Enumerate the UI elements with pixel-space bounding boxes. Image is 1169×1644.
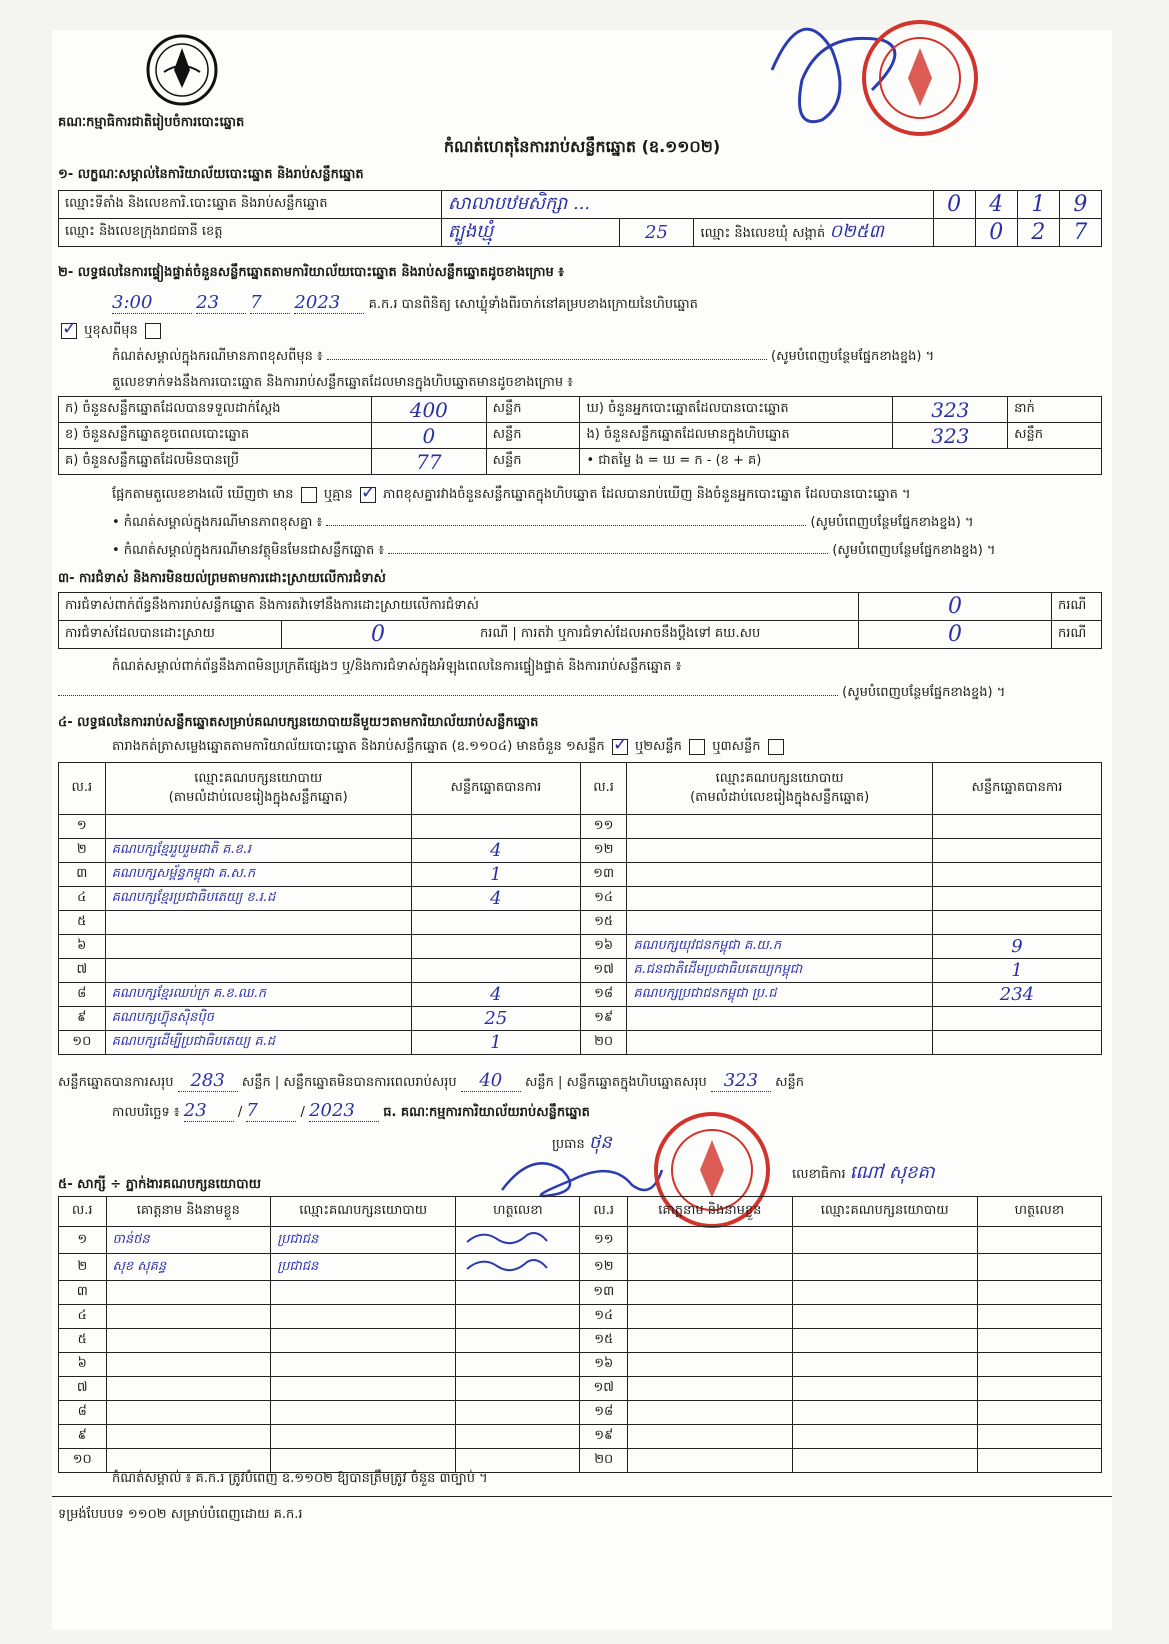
party-name: គណបក្សដើម្បីប្រជាធិបតេយ្យ គ.ដ [105, 1031, 411, 1055]
location-label: ឈ្មោះទីតាំង និងលេខការិ.បោះឆ្នោត និងរាប់សន្លឹកឆ្នោត [59, 191, 442, 219]
count-day: 23 [196, 292, 246, 314]
section4-heading: ៤- លទ្ធផលនៃការរាប់សន្លឹកឆ្នោតសម្រាប់គណបក្សនយោបាយនីមួយៗតាមការិយាល័យរាប់សន្លឹកឆ្នោត [58, 715, 539, 730]
sheet-1-checkbox[interactable] [612, 739, 628, 755]
party-name [627, 1031, 932, 1055]
diff-tail: ភាពខុសគ្នារវាងចំនួនសន្លឹកឆ្នោតក្នុងហិបឆ្នោត ដែលបានរាប់ឃើញ និងចំនួនអ្នកបោះឆ្នោត ដែលបានបោះឆ្នោត ។ [383, 487, 911, 502]
witness-signature [456, 1377, 580, 1401]
table-row [59, 1254, 1102, 1281]
unit-label: សន្លឹក [1008, 423, 1102, 449]
witness-signature [456, 1281, 580, 1305]
appeal-count: 0 [859, 621, 1052, 649]
col-party [627, 763, 932, 815]
witness-party [792, 1254, 977, 1281]
ballot-count-table [58, 396, 1102, 475]
witness-signature [456, 1401, 580, 1425]
witness-party [792, 1353, 977, 1377]
party-votes [411, 911, 580, 935]
table-intro: តួលេខទាក់ទងនឹងការបោះឆ្នោត និងការរាប់សន្លឹកឆ្នោតដែលមានក្នុងហិបឆ្នោតមានដូចខាងក្រោម ៖ [112, 375, 573, 390]
sheet-3-label: ឬ៣សន្លឹក [712, 739, 761, 754]
fill-back-label: (សូមបំពេញបន្ថែមផ្នែកខាងខ្នង) ។ [810, 515, 974, 530]
bullet-label: • កំណត់សម្គាល់ក្នុងករណីមានភាពខុសគ្នា ៖ [112, 515, 323, 530]
totals-line: សន្លឹកឆ្នោតបានការសរុប 283 សន្លឹក | សន្លឹកឆ្នោតមិនបានការពេលរាប់សរុប 40 សន្លឹក | សន្លឹកឆ្នោតក្នុងហិបឆ្នោតសរុប 323 សន្លឹក [58, 1070, 804, 1091]
objection-table [58, 592, 1102, 649]
table-row [59, 911, 1102, 935]
resolved-count: 0 [282, 621, 475, 649]
committee-sign-label: ធ. គណៈកម្មការការិយាល័យរាប់សន្លឹកឆ្នោត [383, 1105, 590, 1120]
cases-label: ករណី [1052, 593, 1102, 621]
col-party-sub: (តាមលំដាប់លេខរៀងក្នុងសន្លឹកឆ្នោត) [168, 789, 348, 805]
cell-label: គ) ចំនួនសន្លឹកឆ្នោតដែលមិនបានប្រើ [59, 449, 372, 475]
witness-name [627, 1449, 792, 1473]
table-row [59, 959, 1102, 983]
witness-party [271, 1281, 456, 1305]
party-votes: 1 [411, 1031, 580, 1055]
section3-heading: ៣- ការជំទាស់ និងការមិនយល់ព្រមតាមការដោះស្រាយលើការជំទាស់ [58, 571, 386, 586]
row-number: ១៦ [580, 1353, 628, 1377]
col-party: ឈ្មោះគណបក្សនយោបាយ [271, 1197, 456, 1227]
diff-text: ផ្អែកតាមតួលេខខាងលើ ឃើញថា មាន [112, 487, 294, 502]
sheet-3-checkbox[interactable] [768, 739, 784, 755]
witness-signature [977, 1449, 1101, 1473]
unit-label: សន្លឹក [775, 1075, 804, 1090]
party-name [627, 815, 932, 839]
count-year: 2023 [294, 292, 364, 314]
witness-signature [456, 1227, 580, 1254]
nec-logo-icon [142, 30, 222, 110]
unchanged-label: ឬខុសពីមុន [84, 323, 138, 338]
party-votes: 1 [932, 959, 1101, 983]
witness-name [627, 1425, 792, 1449]
party-name: គណបក្សខ្មែររួបរួមជាតិ គ.ខ.រ [105, 839, 411, 863]
sheet-2-label: ឬ២សន្លឹក [634, 739, 682, 754]
party-results-table [58, 762, 1102, 1055]
party-name: គណបក្សហ៊្វុនស៊ិនប៉ិច [105, 1007, 411, 1031]
party-votes: 234 [932, 983, 1101, 1007]
row-number: ៣ [59, 1281, 107, 1305]
count-month: 7 [250, 292, 290, 314]
party-votes [932, 887, 1101, 911]
party-votes [932, 1007, 1101, 1031]
unit-label: សន្លឹក [524, 1075, 554, 1090]
table-row [59, 1377, 1102, 1401]
table-row [59, 887, 1102, 911]
table-row [59, 1305, 1102, 1329]
section1-heading: ១- លក្ខណៈសម្គាល់នៃការិយាល័យបោះឆ្នោត និងរាប់សន្លឹកឆ្នោត [58, 167, 364, 182]
party-name [627, 839, 932, 863]
witness-signature [456, 1449, 580, 1473]
secretary-label: លេខាធិការ [792, 1167, 846, 1182]
col-number: ល.រ [59, 763, 106, 815]
check-text: គ.ក.រ បានពិនិត្យ សោឃ្លុំទាំងពីរចាក់នៅគម្របខាងក្រោយនៃហិបឆ្នោត [368, 297, 698, 312]
party-name [105, 959, 411, 983]
row-number: ១៨ [580, 1401, 628, 1425]
witness-name [106, 1425, 271, 1449]
row-number: ២០ [580, 1031, 627, 1055]
party-name: គណបក្សសម្ព័ន្ធកម្ពុជា គ.ស.ក [105, 863, 411, 887]
table-row [59, 397, 1102, 423]
total-box: 323 [711, 1070, 771, 1092]
unit-label: សន្លឹក [486, 423, 580, 449]
party-name [627, 911, 932, 935]
unit-label: សន្លឹក [486, 449, 580, 475]
province-value: ត្បូងឃ្មុំ [441, 219, 619, 247]
party-name [105, 935, 411, 959]
chair-label: ប្រធាន [552, 1137, 585, 1152]
total-box-label: សន្លឹកឆ្នោតក្នុងហិបឆ្នោតសរុប [566, 1075, 707, 1090]
witness-name: ចាន់ថន [106, 1227, 271, 1254]
table-row [59, 593, 1102, 621]
fill-back-label: (សូមបំពេញបន្ថែមផ្នែកខាងខ្នង) ។ [832, 543, 996, 558]
cell-label: ខ) ចំនួនសន្លឹកឆ្នោតខូចពេលបោះឆ្នោត [59, 423, 372, 449]
location-digit: 1 [1017, 191, 1059, 219]
party-votes: 4 [411, 887, 580, 911]
table-row [59, 935, 1102, 959]
form-id: ទម្រង់បែបបទ ១១០២ សម្រាប់បំពេញដោយ គ.ក.រ [58, 1507, 303, 1522]
row-number: ១ [59, 815, 106, 839]
row-number: ១៩ [580, 1007, 627, 1031]
irregularity-note: កំណត់សម្គាល់ពាក់ព័ន្ធនឹងភាពមិនប្រក្រតីផ្សេងៗ ឬ/និងការជំទាស់ក្នុងអំឡុងពេលនៃការផ្ទៀងផ្ទាត់ និងការរាប់សន្លឹកឆ្នោត ៖ [112, 659, 682, 674]
witness-table [58, 1196, 1102, 1473]
party-votes [932, 1031, 1101, 1055]
row-number: ៦ [59, 1353, 107, 1377]
row-number: ២ [59, 839, 106, 863]
witness-party [792, 1281, 977, 1305]
ballots-in-box: 323 [893, 423, 1008, 449]
witness-name [627, 1377, 792, 1401]
location-value: សាលាបឋមសិក្សា ... [441, 191, 933, 219]
difference-note-suffix: (សូមបំពេញបន្ថែមផ្នែកខាងខ្នង) ។ [771, 349, 935, 364]
witness-signature [977, 1227, 1101, 1254]
row-number: ៣ [59, 863, 106, 887]
table-row [59, 1353, 1102, 1377]
witness-signature [977, 1254, 1101, 1281]
ballots-received: 400 [372, 397, 487, 423]
commune-digit: 7 [1059, 219, 1101, 247]
cases-label: ករណី [1052, 621, 1102, 649]
row-number: ៤ [59, 1305, 107, 1329]
commune-value: ០២៥៣ [829, 221, 884, 242]
row-number: ១២ [580, 839, 627, 863]
row-number: ៨ [59, 983, 106, 1007]
row-number: ៧ [59, 1377, 107, 1401]
cell-label: ក) ចំនួនសន្លឹកឆ្នោតដែលបានទទួលដាក់ស្តែង [59, 397, 372, 423]
witness-party [792, 1377, 977, 1401]
witness-name [106, 1449, 271, 1473]
col-name: គោត្តនាម និងនាមខ្លួន [627, 1197, 792, 1227]
difference-line [112, 486, 1112, 505]
count-time: 3:00 [112, 292, 192, 314]
witness-party [792, 1305, 977, 1329]
section5-heading: ៥- សាក្សី ÷ ភ្នាក់ងារគណបក្សនយោបាយ [58, 1177, 261, 1192]
witness-party [271, 1377, 456, 1401]
table-row [59, 815, 1102, 839]
witness-name [627, 1254, 792, 1281]
table-row [59, 1007, 1102, 1031]
party-name [105, 911, 411, 935]
bullet-line-2 [112, 542, 1112, 561]
row-number: ១៥ [580, 911, 627, 935]
witness-party [792, 1425, 977, 1449]
row-number: ៩ [59, 1425, 107, 1449]
table-row [59, 1401, 1102, 1425]
row-number: ១៥ [580, 1329, 628, 1353]
location-digit: 0 [933, 191, 975, 219]
witness-name [627, 1281, 792, 1305]
party-votes: 1 [411, 863, 580, 887]
witness-party [792, 1401, 977, 1425]
party-name [627, 887, 932, 911]
table-row: ការជំទាស់ដែលបានដោះស្រាយ 0 ករណី | ការតវ៉ា ឬការជំទាស់ដែលអាចនឹងប្តឹងទៅ គឃ.សប 0 ករណី [59, 621, 1102, 649]
col-number: ល.រ [59, 1197, 107, 1227]
row-number: ១៣ [580, 863, 627, 887]
objection-count: 0 [859, 593, 1052, 621]
col-votes: សន្លឹកឆ្នោតបានការ [932, 763, 1101, 815]
ballots-spoiled: 0 [372, 423, 487, 449]
witness-name [106, 1377, 271, 1401]
row-number: ១៧ [580, 959, 627, 983]
ballots-unused: 77 [372, 449, 487, 475]
voters-count: 323 [893, 397, 1008, 423]
diff-no-checkbox[interactable] [360, 487, 376, 503]
witness-name [106, 1305, 271, 1329]
table-row [59, 1329, 1102, 1353]
diff-yes-checkbox[interactable] [301, 487, 317, 503]
difference-note-label: កំណត់សម្គាល់ក្នុងករណីមានភាពខុសពីមុន ៖ [112, 349, 323, 364]
row-number: ១៩ [580, 1425, 628, 1449]
tally-sheet-text: តារាងកត់ត្រាសម្លេងឆ្នោតតាមការិយាល័យបោះឆ្នោត និងរាប់សន្លឹកឆ្នោត (ឧ.១១០៤) មានចំនួន ១សន្លឹក [112, 739, 605, 754]
party-name: គណបក្សខ្មែរប្រជាធិបតេយ្យ ខ.រ.ដ [105, 887, 411, 911]
party-votes [932, 815, 1101, 839]
witness-party [792, 1227, 977, 1254]
party-name: គណបក្សខ្មែរឈប់ក្រ គ.ខ.ឈ.ក [105, 983, 411, 1007]
bullet-line-1 [112, 514, 1112, 533]
witness-signature [977, 1353, 1101, 1377]
table-row [59, 1227, 1102, 1254]
table-row [59, 1449, 1102, 1473]
province-code: 25 [619, 219, 694, 247]
row-number: ១០ [59, 1449, 107, 1473]
party-votes: 25 [411, 1007, 580, 1031]
province-label: ឈ្មោះ និងលេខក្រុងរាជធានី ខេត្ត [59, 219, 442, 247]
committee-name: គណៈកម្មាធិការជាតិរៀបចំការបោះឆ្នោត [58, 115, 245, 130]
witness-party [271, 1305, 456, 1329]
party-votes: 4 [411, 983, 580, 1007]
row-number: ៥ [59, 911, 106, 935]
witness-party [271, 1401, 456, 1425]
election-form [52, 30, 1112, 1630]
row-number: ១៤ [580, 887, 627, 911]
location-digit: 9 [1059, 191, 1101, 219]
witness-party: ប្រជាជន [271, 1254, 456, 1281]
row-number: ១២ [580, 1254, 628, 1281]
formula-label: • ជាតម្លៃ ង = ឃ = ក - (ខ + គ) [580, 449, 1102, 475]
table-row [59, 839, 1102, 863]
witness-party [271, 1425, 456, 1449]
col-number: ល.រ [580, 763, 627, 815]
col-party: ឈ្មោះគណបក្សនយោបាយ [792, 1197, 977, 1227]
unit-label: សន្លឹក [486, 397, 580, 423]
official-seal-top [860, 18, 980, 138]
witness-name [627, 1353, 792, 1377]
party-votes [932, 911, 1101, 935]
witness-signature [456, 1305, 580, 1329]
witness-party [271, 1449, 456, 1473]
cell-label: ឃ) ចំនួនអ្នកបោះឆ្នោតដែលបានបោះឆ្នោត [580, 397, 893, 423]
appeal-label: ការតវ៉ា ឬការជំទាស់ដែលអាចនឹងប្តឹងទៅ គឃ.សប [520, 626, 761, 641]
witness-party [792, 1449, 977, 1473]
chair-value: ថុន [588, 1132, 612, 1153]
commune-label: ឈ្មោះ និងលេខឃុំ សង្កាត់ [700, 226, 826, 241]
witness-signature [977, 1329, 1101, 1353]
sign-year: 2023 [309, 1100, 379, 1122]
count-time-line [112, 292, 1112, 315]
location-digit: 4 [975, 191, 1017, 219]
total-invalid-label: សន្លឹកឆ្នោតមិនបានការពេលរាប់សរុប [283, 1075, 457, 1090]
row-number: ៤ [59, 887, 106, 911]
date-label: កាលបរិច្ឆេទ ៖ [112, 1105, 180, 1120]
page-title: កំណត់ហេតុនៃការរាប់សន្លឹកឆ្នោត (ឧ.១១០២) [443, 137, 721, 156]
footer-note: កំណត់សម្គាល់ ៖ គ.ក.រ ត្រូវបំពេញ ឧ.១១០២ ឱ្យបានត្រឹមត្រូវ ចំនួន ៣ច្បាប់ ។ [112, 1471, 488, 1486]
total-valid: 283 [178, 1070, 238, 1092]
col-party-title: ឈ្មោះគណបក្សនយោបាយ [194, 770, 323, 786]
row-number: ១ [59, 1227, 107, 1254]
row-number: ៨ [59, 1401, 107, 1425]
row-number: ១១ [580, 815, 627, 839]
witness-name [106, 1353, 271, 1377]
commune-digit: 0 [975, 219, 1017, 247]
fill-back-label: (សូមបំពេញបន្ថែមផ្នែកខាងខ្នង) ។ [842, 685, 1006, 700]
witness-signature [456, 1329, 580, 1353]
row-number: ៥ [59, 1329, 107, 1353]
party-name: គ.ជនជាតិដើមប្រជាធិបតេយ្យកម្ពុជា [627, 959, 932, 983]
party-name: គណបក្សប្រជាជនកម្ពុជា ប្រ.ជ [627, 983, 932, 1007]
irregularity-fill [58, 684, 1112, 703]
secretary-value: ណៅ សុខគា [849, 1162, 935, 1183]
witness-name [106, 1401, 271, 1425]
cases-label: ករណី [480, 626, 509, 641]
witness-name [627, 1227, 792, 1254]
table-row [59, 1281, 1102, 1305]
sheet-2-checkbox[interactable] [689, 739, 705, 755]
party-name [627, 1007, 932, 1031]
table-row [59, 423, 1102, 449]
witness-signature [456, 1353, 580, 1377]
cell-label: ង) ចំនួនសន្លឹកឆ្នោតដែលមានក្នុងហិបឆ្នោត [580, 423, 893, 449]
party-votes [411, 959, 580, 983]
row-number: ៦ [59, 935, 106, 959]
row-number: ១១ [580, 1227, 628, 1254]
row-number: ៧ [59, 959, 106, 983]
row-number: ១៤ [580, 1305, 628, 1329]
row-number: ១៨ [580, 983, 627, 1007]
witness-signature [977, 1377, 1101, 1401]
total-valid-label: សន្លឹកឆ្នោតបានការសរុប [58, 1075, 174, 1090]
sign-date-line: កាលបរិច្ឆេទ ៖ 23 / 7 / 2023 ធ. គណៈកម្មការការិយាល័យរាប់សន្លឹកឆ្នោត [112, 1100, 590, 1121]
difference-note-line [112, 348, 1112, 367]
party-name [105, 815, 411, 839]
col-party [105, 763, 411, 815]
sign-month: 7 [246, 1100, 296, 1122]
row-number: ២០ [580, 1449, 628, 1473]
col-votes: សន្លឹកឆ្នោតបានការ [411, 763, 580, 815]
witness-party [792, 1329, 977, 1353]
row-number: ១៧ [580, 1377, 628, 1401]
witness-signature [456, 1425, 580, 1449]
row-number: ១៦ [580, 935, 627, 959]
party-votes: 4 [411, 839, 580, 863]
witness-signature-mark [462, 1227, 552, 1249]
witness-signature-mark [462, 1254, 552, 1276]
diff-none-label: ឬគ្មាន [323, 487, 353, 502]
witness-party [271, 1329, 456, 1353]
unit-label: សន្លឹក [241, 1075, 271, 1090]
row-number: ២ [59, 1254, 107, 1281]
witness-name [106, 1329, 271, 1353]
table-row [59, 983, 1102, 1007]
row-number: ៩ [59, 1007, 106, 1031]
unit-label: នាក់ [1008, 397, 1102, 423]
row-number: ១៣ [580, 1281, 628, 1305]
witness-signature [456, 1254, 580, 1281]
witness-signature [977, 1281, 1101, 1305]
witness-name [627, 1401, 792, 1425]
table-row [59, 863, 1102, 887]
party-name: គណបក្សយុវជនកម្ពុជា គ.យ.ក [627, 935, 932, 959]
commune-digit: 2 [1017, 219, 1059, 247]
seal-changed-checkbox[interactable] [145, 323, 161, 339]
sign-day: 23 [184, 1100, 234, 1122]
party-votes [411, 935, 580, 959]
witness-signature [977, 1401, 1101, 1425]
seal-unchanged-line [58, 322, 1112, 341]
table-row [59, 1031, 1102, 1055]
objection-label: ការជំទាស់ពាក់ព័ន្ធនឹងការរាប់សន្លឹកឆ្នោត និងការតវ៉ាទៅនឹងការដោះស្រាយលើការជំទាស់ [59, 593, 859, 621]
witness-name [627, 1329, 792, 1353]
resolved-label: ការជំទាស់ដែលបានដោះស្រាយ [59, 621, 282, 649]
witness-signature [977, 1425, 1101, 1449]
tally-sheet-line [112, 738, 1112, 757]
bullet-label: • កំណត់សម្គាល់ក្នុងករណីមានវត្ថុមិនមែនជាសន្លឹកឆ្នោត ៖ [112, 543, 385, 558]
row-number: ១០ [59, 1031, 106, 1055]
party-votes: 9 [932, 935, 1101, 959]
party-name [627, 863, 932, 887]
col-signature: ហត្ថលេខា [977, 1197, 1101, 1227]
table-row [59, 1425, 1102, 1449]
witness-signature [977, 1305, 1101, 1329]
location-table [58, 190, 1102, 247]
party-votes [932, 863, 1101, 887]
col-signature: ហត្ថលេខា [456, 1197, 580, 1227]
section2-heading: ២- លទ្ធផលនៃការផ្ទៀងផ្ទាត់ចំនួនសន្លឹកឆ្នោតតាមការិយាល័យបោះឆ្នោត និងរាប់សន្លឹកឆ្នោតដូចខាងក្រោម ៖ [58, 265, 564, 280]
witness-party [271, 1353, 456, 1377]
party-votes [411, 815, 580, 839]
col-party-sub: (តាមលំដាប់លេខរៀងក្នុងសន្លឹកឆ្នោត) [690, 789, 870, 805]
col-party-title: ឈ្មោះគណបក្សនយោបាយ [715, 770, 844, 786]
party-votes [932, 839, 1101, 863]
witness-name [627, 1305, 792, 1329]
witness-party: ប្រជាជន [271, 1227, 456, 1254]
witness-name: សុខ សុគន្ធ [106, 1254, 271, 1281]
col-name: គោត្តនាម និងនាមខ្លួន [106, 1197, 271, 1227]
seal-intact-checkbox[interactable] [61, 323, 77, 339]
total-invalid: 40 [461, 1070, 521, 1092]
table-row [59, 449, 1102, 475]
witness-name [106, 1281, 271, 1305]
col-number: ល.រ [580, 1197, 628, 1227]
